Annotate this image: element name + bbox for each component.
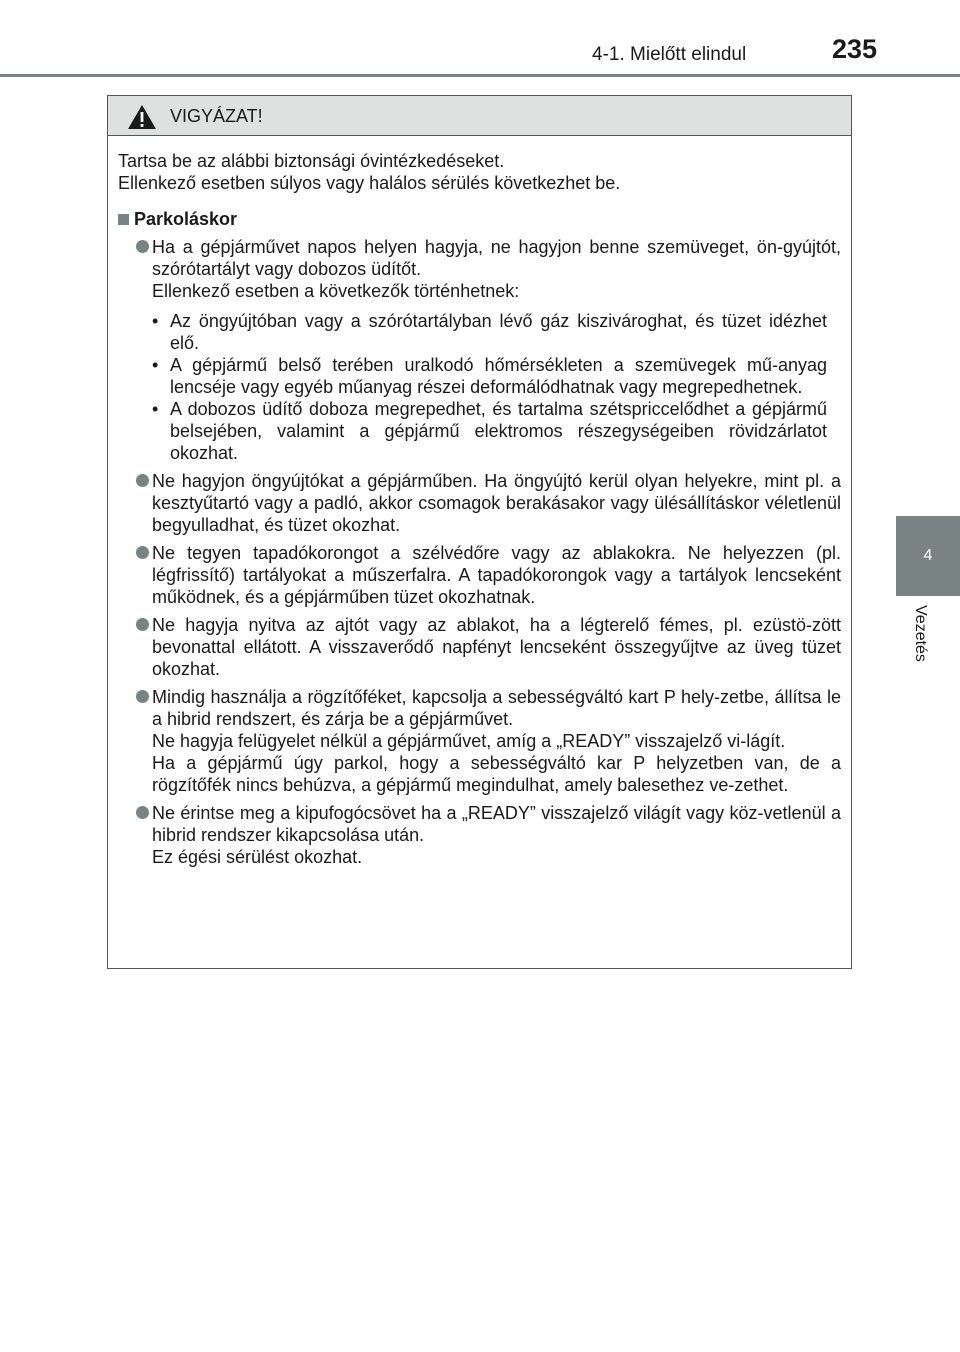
warning-header [108, 96, 851, 136]
circle-bullet-icon [136, 546, 149, 559]
item-paragraph: Ez égési sérülést okozhat. [152, 847, 363, 867]
circle-bullet-icon [136, 806, 149, 819]
circle-bullet-icon [136, 474, 149, 487]
warning-box [107, 95, 852, 969]
intro-line: Ellenkező esetben súlyos vagy halálos sérülés következhet be. [118, 173, 621, 193]
item-paragraph: Mindig használja a rögzítőféket, kapcsolja a sebességváltó kart P hely-zetbe, állítsa le a hibrid rendszert, és zárja be a gépjárművet. [152, 687, 841, 729]
warning-item [118, 542, 841, 608]
intro-line: Tartsa be az alábbi biztonsági óvintézkedéseket. [118, 151, 505, 171]
header-divider [0, 74, 960, 77]
sub-bullet-text: A gépjármű belső terében uralkodó hőmérsékleten a szemüvegek mű-anyag lencséje vagy egyéb műanyag részei deformálódhatnak vagy megrepedhetnek. [170, 355, 827, 397]
sub-bullet-text: Az öngyújtóban vagy a szórótartályban lévő gáz kiszivároghat, és tüzet idézhet elő. [170, 311, 827, 353]
sub-bullet-text: A dobozos üdítő doboza megrepedhet, és tartalma szétspriccelődhet a gépjármű belsejében, valamint a gépjármű elektromos részegységeiben rövidzárlatot okozhat. [170, 399, 827, 463]
sub-bullet-item [152, 398, 827, 464]
sub-bullet-list [152, 310, 841, 464]
item-paragraph: Ne hagyjon öngyújtókat a gépjárműben. Ha öngyújtó kerül olyan helyekre, mint pl. a kesztyűtartó vagy a padló, akkor csomagok berakásakor vagy ülésállításkor véletlenül begyulladhat, és tüzet okozhat. [152, 471, 841, 535]
warning-triangle-icon [127, 104, 157, 130]
circle-bullet-icon [136, 240, 149, 253]
warning-body [108, 136, 851, 868]
warning-item [118, 470, 841, 536]
warning-item [118, 614, 841, 680]
chapter-label [911, 605, 933, 695]
circle-bullet-icon [136, 618, 149, 631]
item-paragraph: Ne tegyen tapadókorongot a szélvédőre vagy az ablakokra. Ne helyezzen (pl. légfrissítő) tartályokat a műszerfalra. A tapadókorongok vagy a tartályok lencseként működnek, és a gépjárműben tüzet okozhatnak. [152, 543, 841, 607]
section-title: 4-1. Mielőtt elindul [592, 44, 747, 65]
sub-bullet-item [152, 310, 827, 354]
bullet-glyph: • [152, 311, 159, 331]
subheading-text: Parkoláskor [134, 209, 238, 229]
warning-item [118, 236, 841, 464]
square-bullet-icon [118, 214, 129, 225]
chapter-tab: 4 [896, 516, 960, 596]
chapter-label-text: Vezetés [912, 605, 929, 662]
item-paragraph: Ha a gépjármű úgy parkol, hogy a sebességváltó kar P helyzetben van, de a rögzítőfék nincs behúzva, a gépjármű megindulhat, amely balesethez ve-zethet. [152, 753, 841, 795]
item-paragraph: Ne hagyja felügyelet nélkül a gépjárművet, amíg a „READY” visszajelző vi-lágít. [152, 731, 786, 751]
sub-bullet-item [152, 354, 827, 398]
warning-intro [118, 150, 841, 194]
subheading [118, 208, 841, 230]
item-paragraph: Ellenkező esetben a következők történhetnek: [152, 281, 520, 301]
warning-item [118, 802, 841, 868]
page-number: 235 [832, 34, 878, 64]
item-paragraph: Ha a gépjárművet napos helyen hagyja, ne hagyjon benne szemüveget, ön-gyújtót, szórótartályt vagy dobozos üdítőt. [152, 237, 841, 279]
warning-title: VIGYÁZAT! [170, 106, 263, 126]
bullet-glyph: • [152, 355, 159, 375]
warning-item [118, 686, 841, 796]
item-paragraph: Ne hagyja nyitva az ajtót vagy az ablakot, ha a légterelő fémes, pl. ezüstö-zött bevonattal ellátott. A visszaverődő napfényt lencseként összegyűjtve az üveg tüzet okozhat. [152, 615, 841, 679]
bullet-glyph: • [152, 399, 159, 419]
circle-bullet-icon [136, 690, 149, 703]
item-paragraph: Ne érintse meg a kipufogócsövet ha a „READY” visszajelző világít vagy köz-vetlenül a hibrid rendszer kikapcsolása után. [152, 803, 841, 845]
